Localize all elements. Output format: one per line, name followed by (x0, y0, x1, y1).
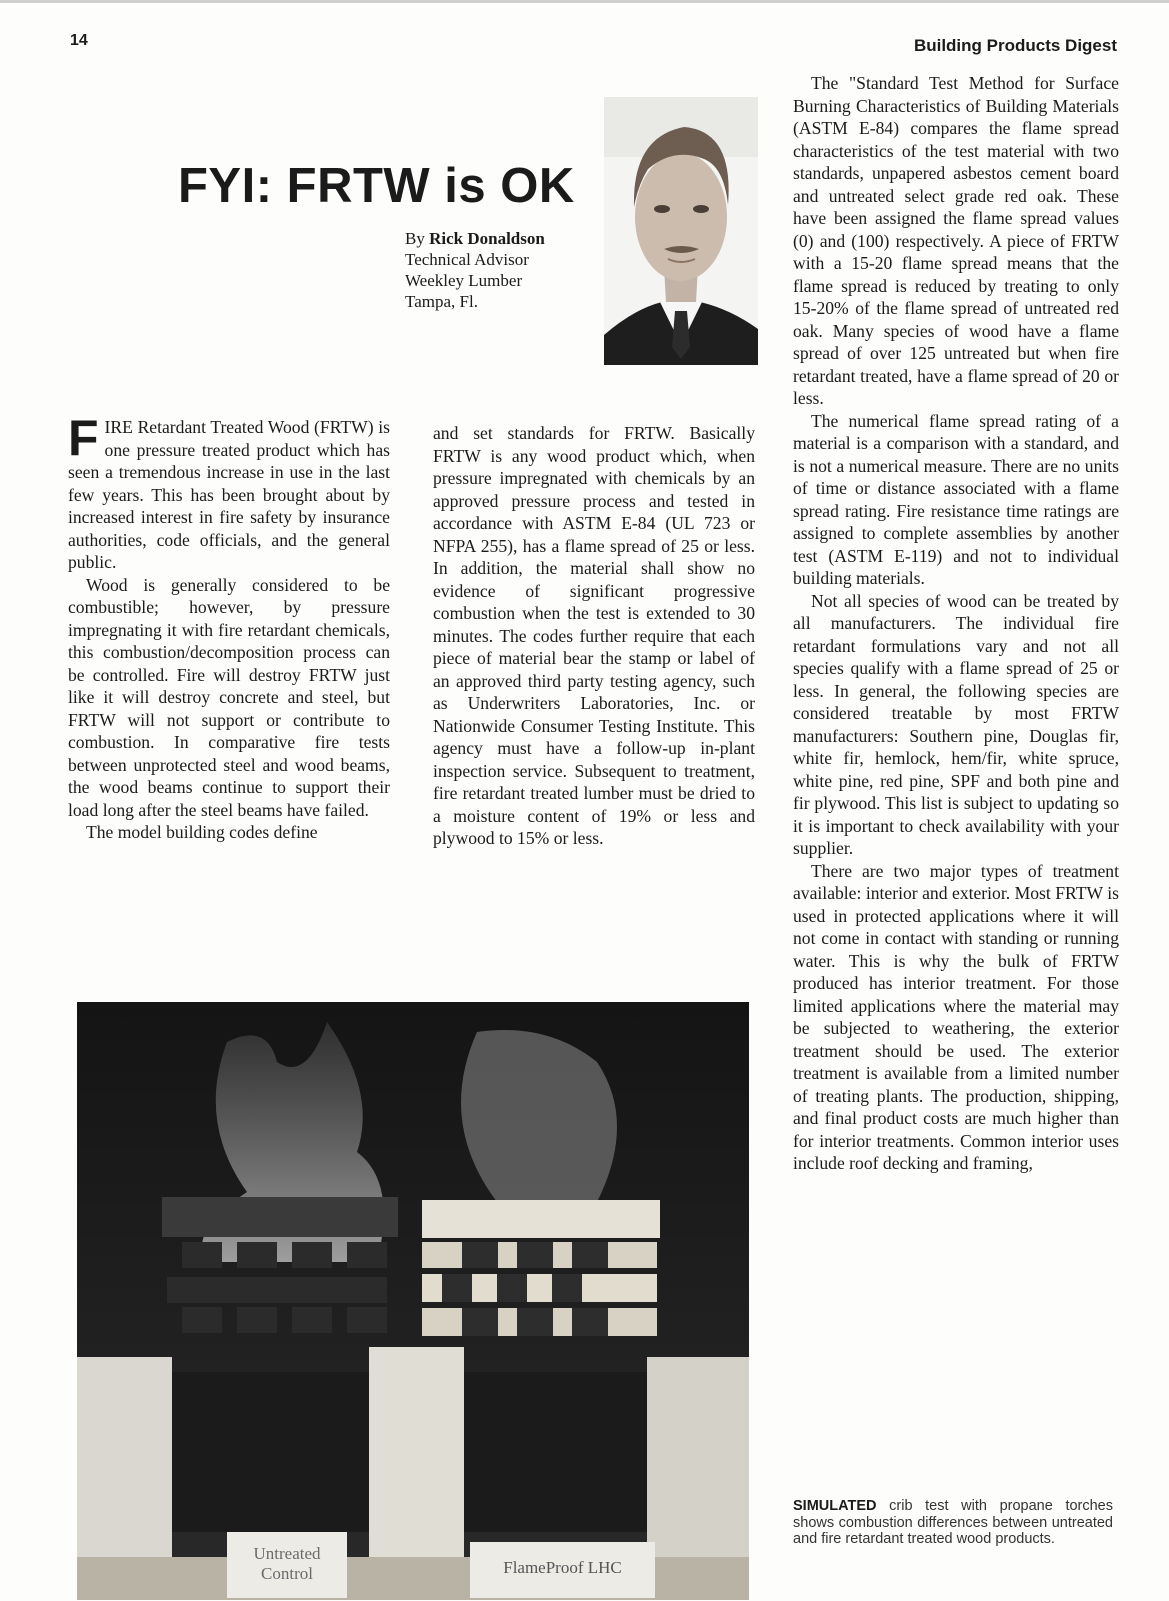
paragraph-intro (68, 410, 390, 574)
paragraph: Not all species of wood can be treated by all manufacturers. The individual fire retardant formulations vary and not all species qualify with a flame spread of 25 or less. In general, the following species are considered treatable by most FRTW manufacturers: Southern pine, Douglas fir, white fir, hemlock, hem/fir, white spruce, white pine, red pine, SPF and both pine and fir plywood. This list is subject to updating so it is important to check availability with your supplier. (793, 590, 1119, 858)
byline (405, 228, 545, 312)
photo-caption (793, 1498, 1113, 1548)
author-location: Tampa, Fl. (405, 292, 478, 311)
publication-title: Building Products Digest (913, 36, 1117, 55)
crib-test-photo (77, 1002, 749, 1600)
paragraph: and set standards for FRTW. Basically FRTW is any wood product which, when pressure impregnated with chemicals by an approved pressure process and tested in accordance with ASTM E-84 (UL 723 or NFPA 255), has a flame spread of 25 or less. In addition, the material shall show no evidence of significant progressive combustion when the test is extended to 30 minutes. The codes further require that each piece of material bear the stamp or label of an approved third party testing agency, such as Underwriters Laboratories, Inc. or Nationwide Consumer Testing Institute. This agency must have a follow-up in-plant inspection service. Subsequent to treatment, fire retardant treated lumber must be dried to a moisture content of 19% or less and plywood to 15% or less. (433, 423, 755, 848)
paragraph: There are two major types of treatment available: interior and exterior. Most FRTW is used in protected applications where it will not come in contact with standing or running water. This is why the bulk of FRTW produced has interior treatment. For those limited applications where the material may be subjected to weathering, the exterior treatment should be used. The exterior treatment is available from a limited number of treating plants. The production, shipping, and final product costs are much higher than for interior treatments. Common interior uses include roof decking and framing, (793, 860, 1119, 1173)
sign-untreated-line1: Untreated (253, 1544, 321, 1563)
author-company: Weekley Lumber (405, 271, 523, 290)
sign-untreated-line2: Control (261, 1564, 313, 1583)
caption-lead: SIMULATED (793, 1498, 877, 1514)
author-portrait-graphic (604, 97, 758, 365)
paragraph: The model building codes define (86, 822, 318, 842)
drop-cap: F (68, 410, 99, 466)
paragraph: The "Standard Test Method for Surface Burning Characteristics of Building Materials (ASTM E-84) compares the flame spread characteristics of the test material with two standards, unpapered asbestos cement board and untreated select grade red oak. These have been assigned the flame spread values (0) and (100) respectively. A piece of FRTW with a 15-20 flame spread means that the flame spread is reduced by treating to only 15-20% of the flame spread of untreated red oak. Many species of wood have a flame spread of over 125 untreated but when fire retardant treated, have a flame spread of 20 or less. (793, 73, 1119, 408)
paragraph: The numerical flame spread rating of a material is a comparison with a standard, and is not a numerical measure. There are no units of time or distance associated with a flame spread rating. Fire resistance time ratings are assigned to complete assemblies by another test (ASTM E-119) and not to individual building materials. (793, 410, 1119, 588)
page-top-rule (0, 0, 1169, 3)
byline-by: By (405, 229, 430, 248)
caption-text: crib test with propane torches shows combustion differences between untreated and fire retardant treated wood products. (793, 1498, 1113, 1547)
author-portrait (604, 97, 758, 365)
page-number: 14 (70, 32, 88, 49)
sign-untreated-control (227, 1532, 347, 1598)
article-column-2 (433, 422, 755, 850)
article-headline: FYI: FRTW is OK (178, 159, 575, 213)
byline-author-line (405, 228, 545, 249)
paragraph-intro-text: IRE Retardant Treated Wood (FRTW) is one pressure treated product which has seen a tremendous increase in use in the last few years. This has been brought about by increased interest in fire safety by insurance authorities, code officials, and the general public. (68, 417, 390, 572)
article-column-3 (793, 72, 1119, 1175)
author-name: Rick Donaldson (429, 229, 545, 248)
crib-test-illustration (77, 1002, 749, 1600)
author-title: Technical Advisor (405, 250, 529, 269)
article-column-1 (68, 410, 390, 844)
sign-flameproof: FlameProof LHC (470, 1542, 655, 1598)
paragraph: Wood is generally considered to be combustible; however, by pressure impregnating it with fire retardant chemicals, this combustion/decomposition process can be controlled. Fire will destroy FRTW just like it will destroy concrete and steel, but FRTW will not support or contribute to combustion. In comparative fire tests between unprotected steel and wood beams, the wood beams continue to support their load long after the steel beams have failed. (68, 574, 390, 820)
